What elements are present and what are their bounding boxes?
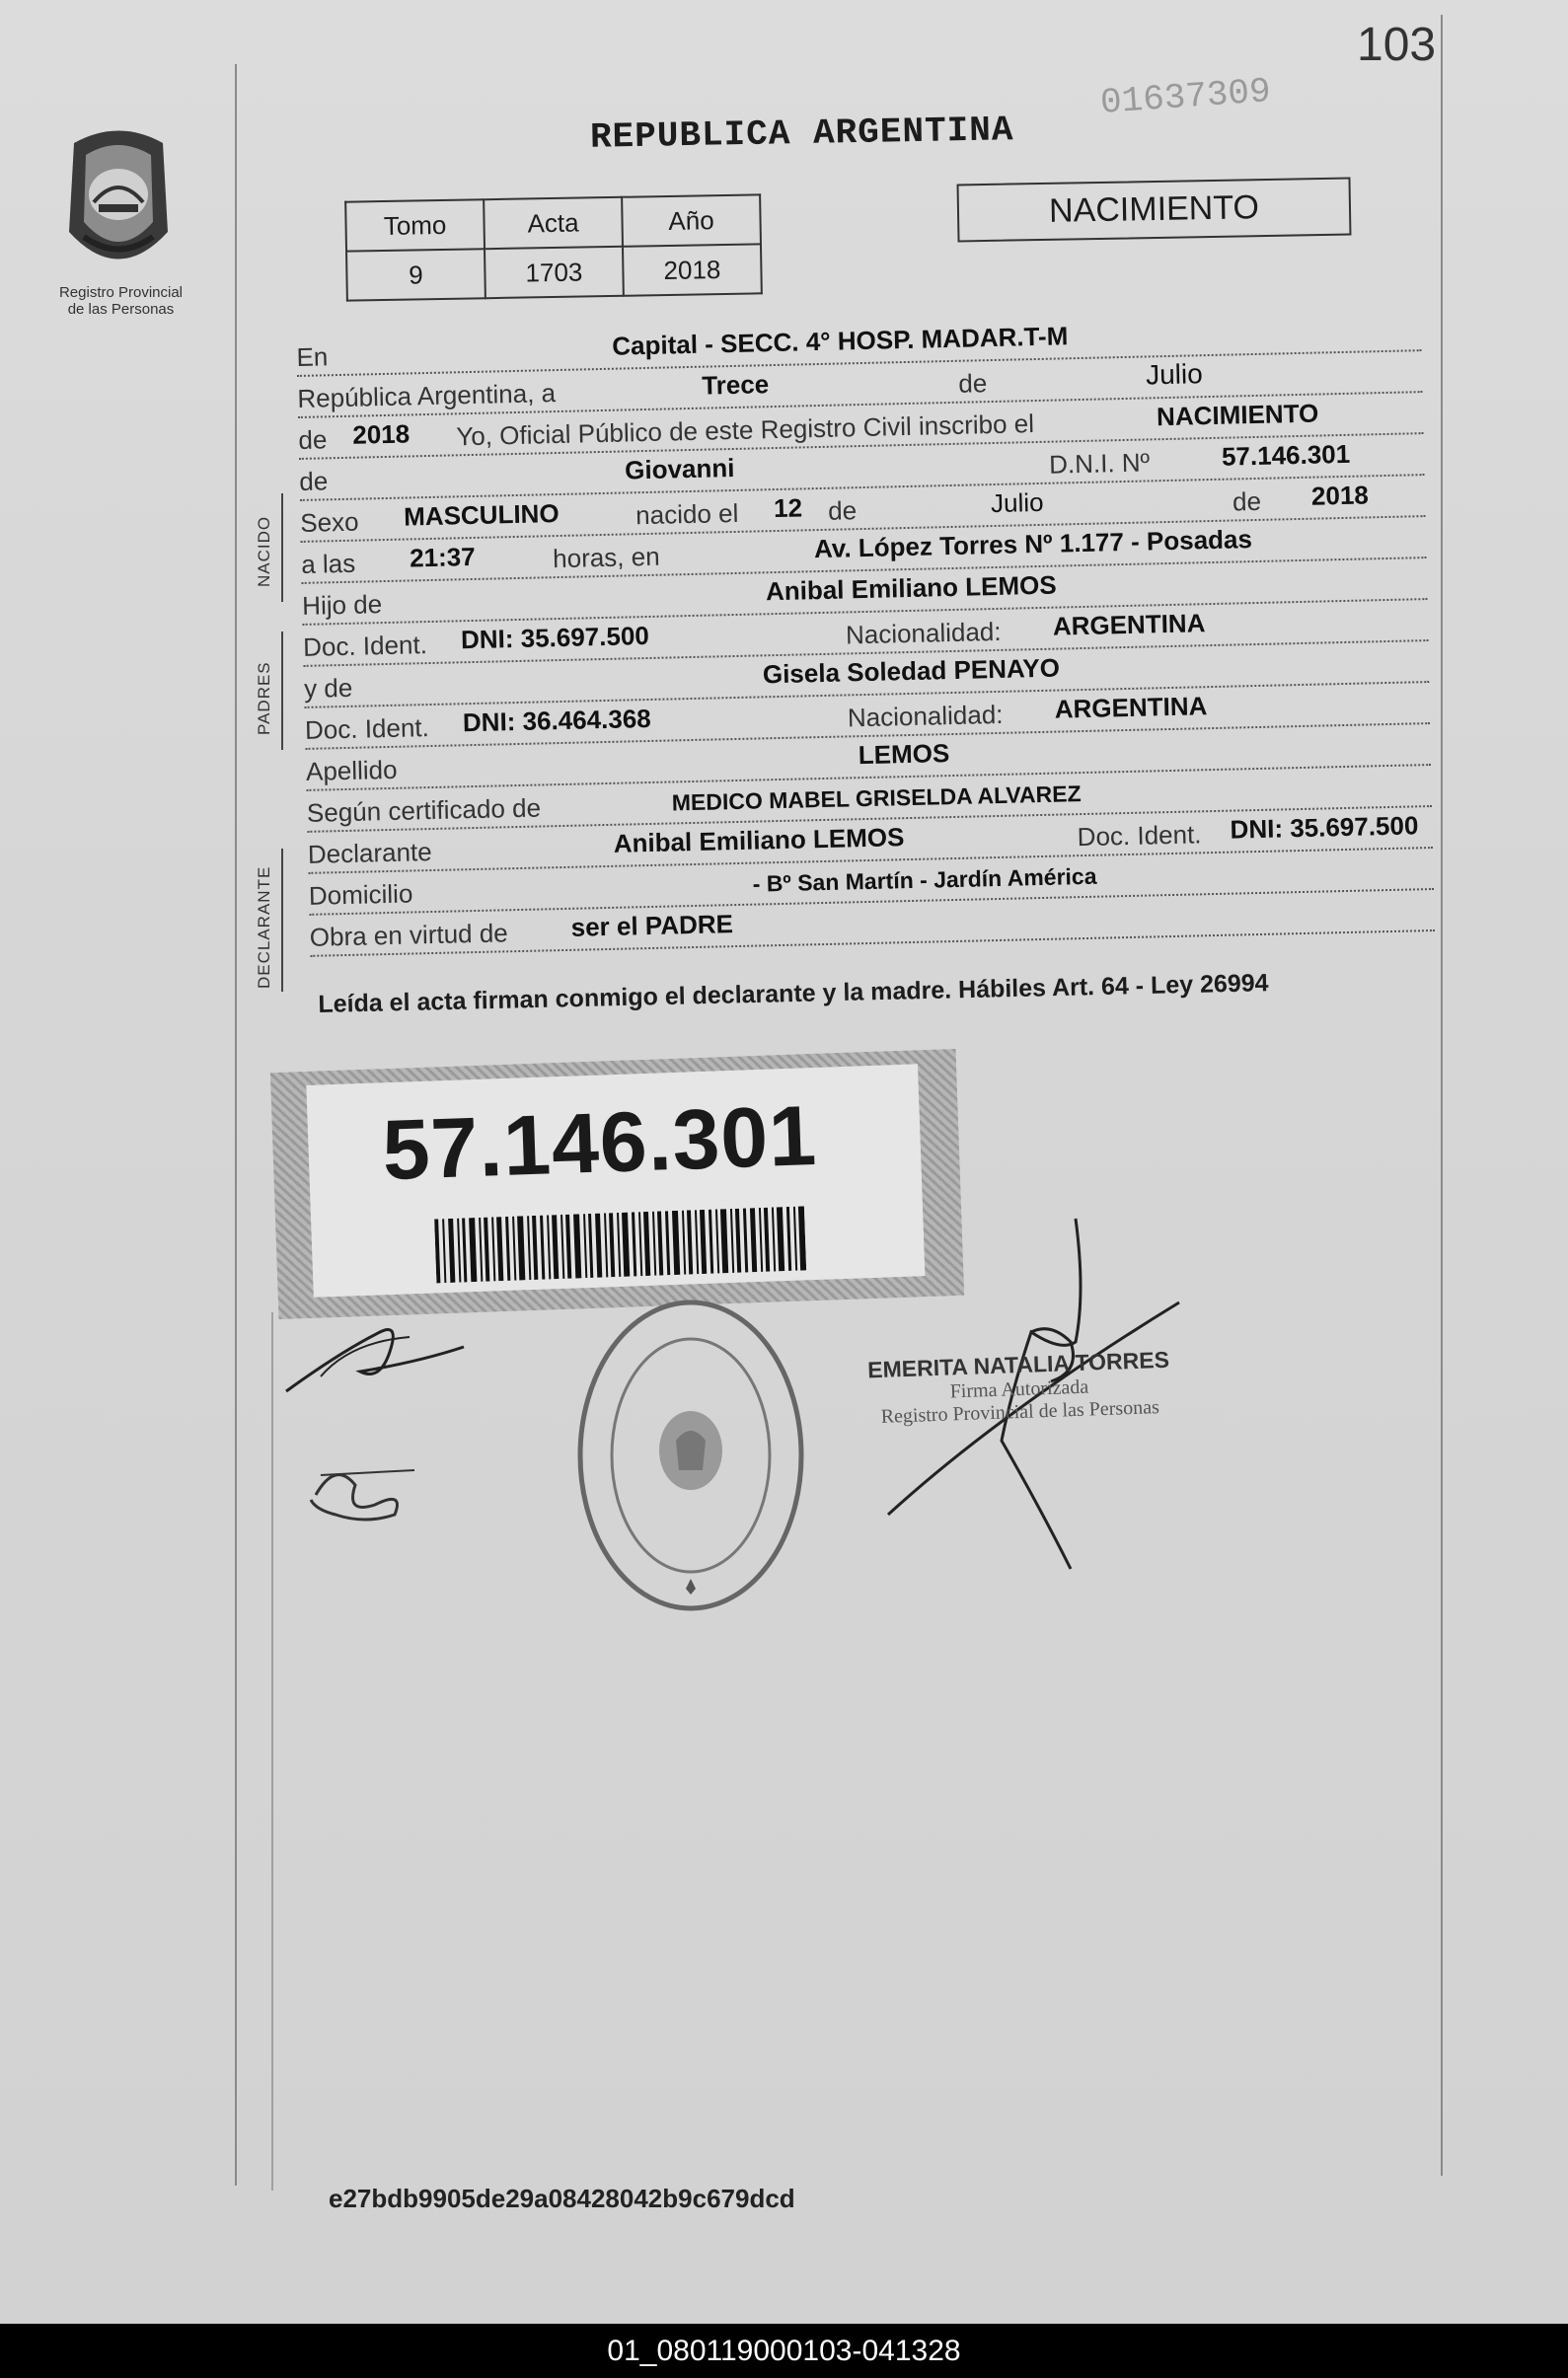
declarante-bracket [281, 849, 283, 992]
padres-bracket [281, 632, 283, 750]
mother-nat: ARGENTINA [1054, 691, 1208, 724]
official-role: Firma Autorizada [949, 1375, 1089, 1403]
sexo-value: MASCULINO [403, 498, 560, 532]
closing-text: Leída el acta firman conmigo el declarante y la madre. Hábiles Art. 64 - Ley 26994 [318, 969, 1269, 1018]
obra-label: Obra en virtud de [309, 918, 509, 952]
domicilio-value: - Bº San Martín - Jardín América [752, 862, 1097, 897]
form-fields [296, 310, 1435, 957]
anio-value: 2018 [623, 244, 762, 295]
left-margin-line [235, 64, 237, 2186]
time-value: 21:37 [409, 541, 476, 573]
place-value: Av. López Torres Nº 1.177 - Posadas [813, 524, 1253, 564]
obra-value: ser el PADRE [570, 909, 734, 942]
de-label: de [957, 368, 988, 399]
birth-day: 12 [773, 492, 803, 524]
official-seal-icon [572, 1293, 809, 1618]
record-table-header [345, 194, 761, 251]
horas-label: horas, en [552, 541, 660, 574]
tomo-header: Tomo [345, 199, 485, 251]
declarant-signature-icon [281, 1312, 469, 1401]
segun-label: Según certificado de [306, 792, 542, 828]
record-type-box: NACIMIENTO [957, 178, 1352, 243]
birth-month: Julio [990, 486, 1044, 519]
apellido-label: Apellido [305, 754, 398, 786]
inscribo-value: NACIMIENTO [1156, 398, 1319, 432]
serial-number: 01637309 [1098, 71, 1273, 123]
inner-margin-line [271, 1312, 273, 2191]
mother-doc: DNI: 36.464.368 [462, 703, 652, 738]
domicilio-label: Domicilio [308, 878, 413, 911]
acta-value: 1703 [485, 247, 624, 298]
acta-header: Acta [484, 197, 623, 249]
apellido-value: LEMOS [858, 738, 950, 771]
name-value: Giovanni [624, 452, 735, 485]
decl-doc-label: Doc. Ident. [1077, 819, 1202, 853]
de-name-label: de [299, 466, 329, 496]
decl-doc-value: DNI: 35.697.500 [1230, 810, 1419, 845]
hijo-label: Hijo de [301, 589, 383, 621]
document-title: REPUBLICA ARGENTINA [589, 110, 1014, 158]
de-birthyear-label: de [1232, 485, 1262, 517]
y-de-label: y de [303, 672, 353, 704]
year-value: 2018 [351, 418, 411, 450]
file-name-bar: 01_080119000103-041328 [0, 2324, 1568, 2378]
barcode-icon [434, 1206, 806, 1283]
mother-signature-icon [306, 1455, 424, 1534]
mother-name: Gisela Soledad PENAYO [762, 652, 1061, 690]
anio-header: Año [622, 194, 761, 246]
record-table [344, 193, 763, 301]
declarante-label: Declarante [307, 837, 432, 869]
de-year-label: de [298, 424, 328, 455]
segun-value: MEDICO MABEL GRISELDA ALVAREZ [671, 780, 1082, 816]
registry-caption: Registro Provincial de las Personas [58, 284, 184, 318]
father-nat: ARGENTINA [1052, 608, 1206, 641]
dni-sticker [270, 1049, 964, 1319]
document-hash: e27bdb9905de29a08428042b9c679dcd [329, 2184, 795, 2213]
registry-crest-icon [54, 123, 183, 281]
section-tag-nacido: NACIDO [255, 515, 273, 587]
nacido-label: nacido el [635, 497, 739, 531]
section-tag-declarante: DECLARANTE [255, 865, 273, 989]
father-doc-label: Doc. Ident. [302, 630, 428, 662]
en-label: En [296, 341, 329, 372]
nacido-bracket [281, 493, 283, 602]
a-las-label: a las [300, 548, 356, 579]
record-table-values [346, 244, 762, 300]
dni-label: D.N.I. Nº [1048, 447, 1151, 480]
mother-doc-label: Doc. Ident. [304, 712, 430, 745]
dni-value: 57.146.301 [1221, 438, 1351, 472]
page-number: 103 [1357, 19, 1437, 71]
official-name: EMERITA NATALIA TORRES [866, 1346, 1170, 1383]
birth-year: 2018 [1310, 480, 1370, 511]
right-margin-line [1441, 15, 1443, 2176]
father-doc: DNI: 35.697.500 [460, 620, 650, 655]
father-nat-label: Nacionalidad: [845, 616, 1002, 650]
tomo-value: 9 [346, 249, 485, 300]
day-value: Trece [701, 369, 770, 401]
dni-sticker-label [306, 1064, 925, 1298]
declarante-value: Anibal Emiliano LEMOS [613, 822, 905, 858]
de-birth-label: de [827, 495, 858, 526]
en-value: Capital - SECC. 4° HOSP. MADAR.T-M [611, 321, 1069, 361]
sexo-label: Sexo [299, 506, 359, 538]
mother-nat-label: Nacionalidad: [847, 699, 1004, 733]
section-tag-padres: PADRES [255, 661, 273, 735]
father-name: Anibal Emiliano LEMOS [765, 569, 1057, 607]
republica-label: República Argentina, a [297, 378, 557, 413]
sticker-dni-number: 57.146.301 [381, 1087, 819, 1199]
official-org: Registro Provincial de las Personas [880, 1396, 1160, 1428]
yo-label: Yo, Oficial Público de este Registro Civil inscribo el [456, 409, 1035, 452]
official-stamp [867, 1347, 1171, 1430]
month-value: Julio [1145, 358, 1204, 391]
